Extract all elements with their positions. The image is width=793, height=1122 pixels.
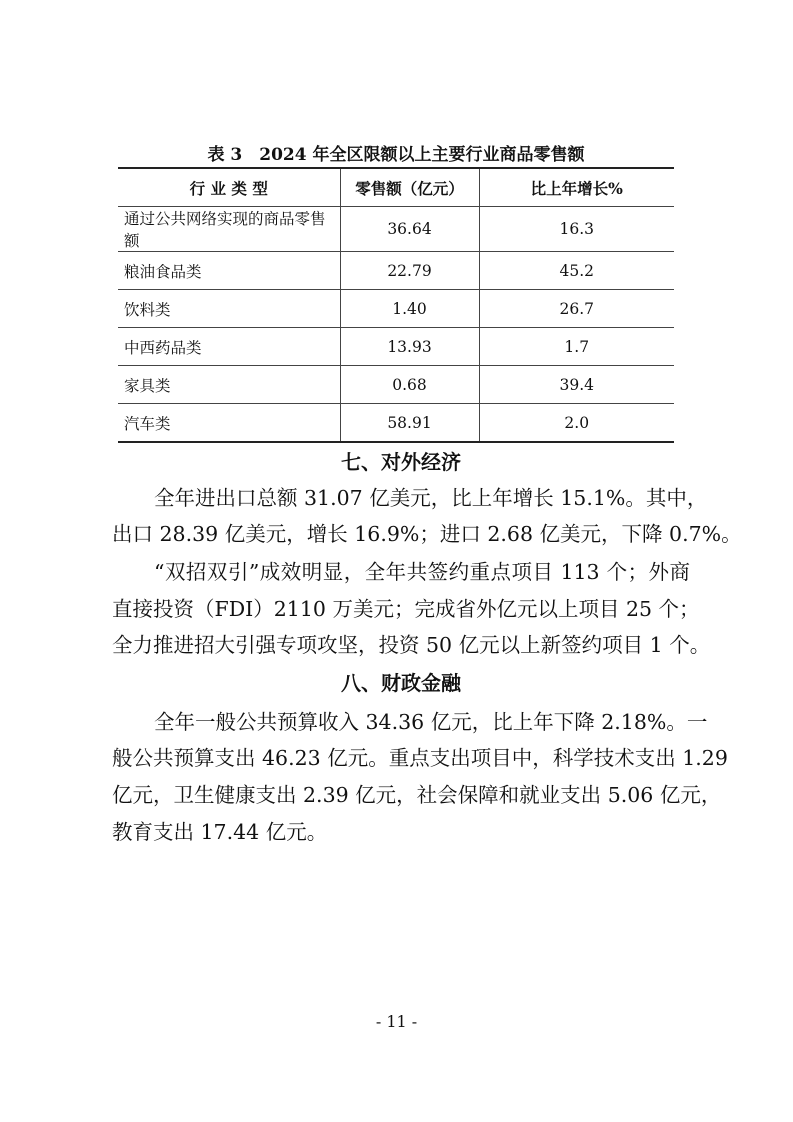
retail-value-cell: 22.79 bbox=[340, 252, 479, 290]
paragraph-line: 直接投资（FDI）2110 万美元；完成省外亿元以上项目 25 个； bbox=[112, 597, 700, 621]
column-header: 零售额（亿元） bbox=[340, 168, 479, 207]
table-row bbox=[118, 366, 674, 404]
paragraph-line: 出口 28.39 亿美元，增长 16.9%；进口 2.68 亿美元，下降 0.7%。 bbox=[112, 522, 742, 546]
retail-value-cell: 0.68 bbox=[340, 366, 479, 404]
retail-value-cell: 13.93 bbox=[340, 328, 479, 366]
table-row bbox=[118, 252, 674, 290]
table-title: 表 3 2024 年全区限额以上主要行业商品零售额 bbox=[207, 145, 585, 165]
paragraph-line: 全年一般公共预算收入 34.36 亿元，比上年下降 2.18%。一 bbox=[154, 710, 708, 734]
paragraph-line: 全年进出口总额 31.07 亿美元，比上年增长 15.1%。其中， bbox=[154, 486, 708, 510]
growth-cell: 39.4 bbox=[479, 366, 674, 404]
paragraph-line: 全力推进招大引强专项攻坚，投资 50 亿元以上新签约项目 1 个。 bbox=[112, 633, 711, 657]
table-row bbox=[118, 328, 674, 366]
paragraph-line: 亿元，卫生健康支出 2.39 亿元，社会保障和就业支出 5.06 亿元， bbox=[112, 783, 722, 807]
retail-value-cell: 58.91 bbox=[340, 404, 479, 443]
retail-value-cell: 36.64 bbox=[340, 207, 479, 252]
industry-cell: 饮料类 bbox=[118, 290, 340, 328]
section-heading: 七、对外经济 bbox=[341, 450, 461, 474]
table-row bbox=[118, 207, 674, 252]
industry-cell: 粮油食品类 bbox=[118, 252, 340, 290]
retail-table bbox=[118, 167, 674, 443]
section-heading: 八、财政金融 bbox=[341, 671, 461, 695]
industry-cell: 通过公共网络实现的商品零售额 bbox=[118, 207, 340, 252]
retail-value-cell: 1.40 bbox=[340, 290, 479, 328]
table-header-row bbox=[118, 168, 674, 207]
column-header: 行 业 类 型 bbox=[118, 168, 340, 207]
industry-cell: 家具类 bbox=[118, 366, 340, 404]
paragraph-line: 教育支出 17.44 亿元。 bbox=[112, 820, 328, 844]
growth-cell: 16.3 bbox=[479, 207, 674, 252]
industry-cell: 中西药品类 bbox=[118, 328, 340, 366]
growth-cell: 2.0 bbox=[479, 404, 674, 443]
growth-cell: 1.7 bbox=[479, 328, 674, 366]
page-number: - 11 - bbox=[375, 1012, 418, 1031]
industry-cell: 汽车类 bbox=[118, 404, 340, 443]
growth-cell: 45.2 bbox=[479, 252, 674, 290]
table-row bbox=[118, 290, 674, 328]
growth-cell: 26.7 bbox=[479, 290, 674, 328]
paragraph-line: “双招双引”成效明显，全年共签约重点项目 113 个；外商 bbox=[154, 560, 690, 584]
table-row bbox=[118, 404, 674, 443]
paragraph-line: 般公共预算支出 46.23 亿元。重点支出项目中，科学技术支出 1.29 bbox=[112, 746, 728, 770]
column-header: 比上年增长% bbox=[479, 168, 674, 207]
